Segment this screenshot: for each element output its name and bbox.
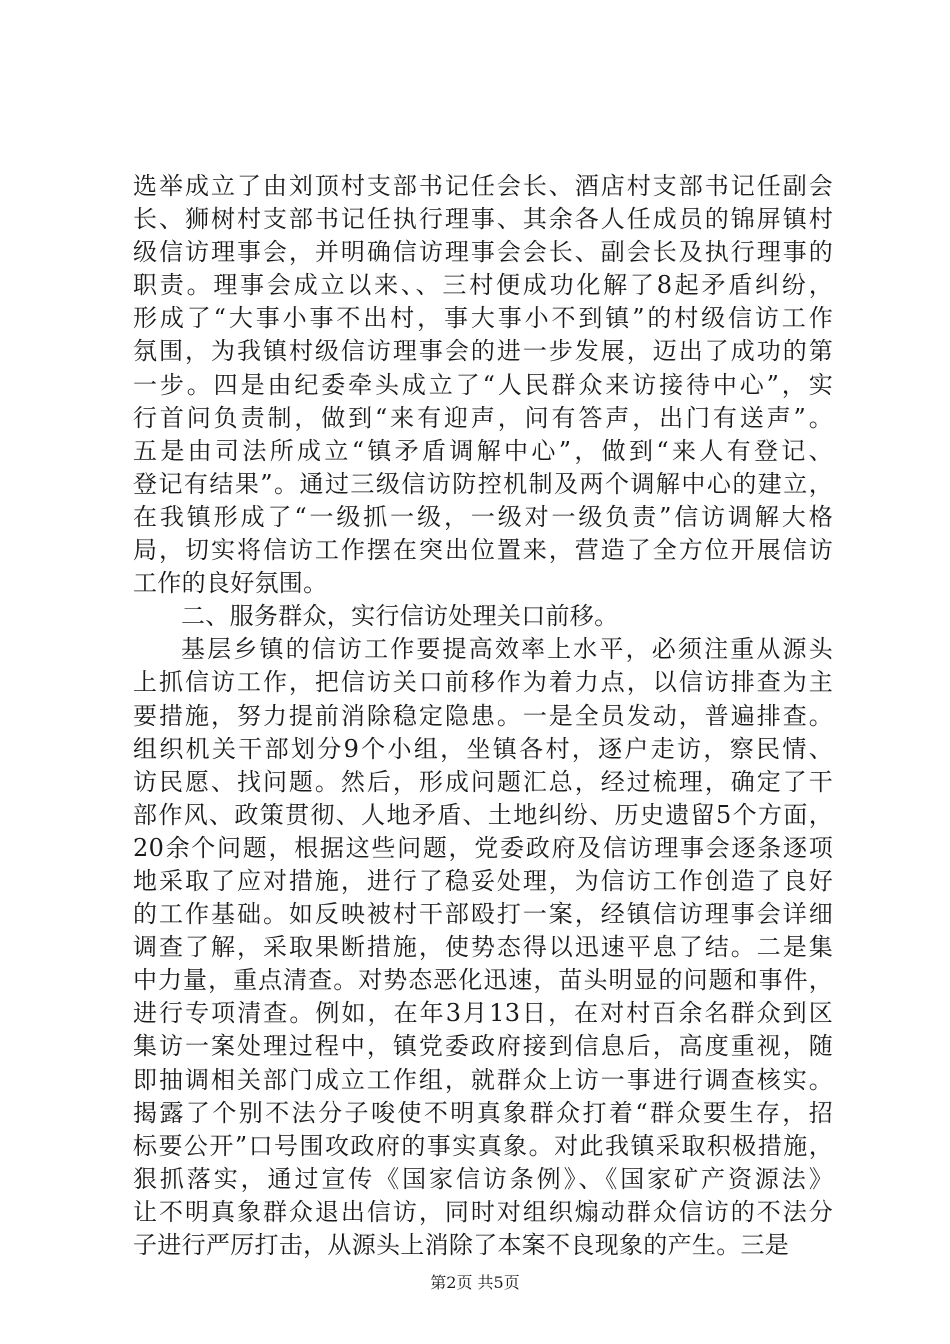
text-line: 氛围，为我镇村级信访理事会的进一步发展，迈出了成功的第 [133, 337, 833, 366]
text-line: 一步。四是由纪委牵头成立了“人民群众来访接待中心”，实 [133, 370, 833, 399]
text-line: 形成了“大事小事不出村，事大事小不到镇”的村级信访工作 [133, 304, 833, 333]
text-line: 要措施，努力提前消除稳定隐患。一是全员发动，普遍排查。 [133, 701, 833, 730]
text-line: 组织机关干部划分9个小组，坐镇各村，逐户走访，察民情、 [133, 734, 833, 763]
text-line: 子进行严厉打击，从源头上消除了本案不良现象的产生。三是 [133, 1231, 790, 1259]
paragraph [133, 600, 833, 633]
text-line: 行首问负责制，做到“来有迎声，问有答声，出门有送声”。 [133, 403, 833, 432]
text-line: 工作的良好氛围。 [133, 569, 328, 598]
text-line: 狠抓落实，通过宣传《国家信访条例》、《国家矿产资源法》 [133, 1164, 833, 1193]
text-line: 级信访理事会，并明确信访理事会会长、副会长及执行理事的 [133, 238, 833, 267]
text-line: 部作风、政策贯彻、人地矛盾、土地纠纷、历史遗留5个方面， [133, 800, 833, 829]
text-line: 20余个问题，根据这些问题，党委政府及信访理事会逐条逐项 [133, 833, 833, 862]
text-line: 集访一案处理过程中，镇党委政府接到信息后，高度重视，随 [133, 1032, 833, 1061]
text-line: 局，切实将信访工作摆在突出位置来，营造了全方位开展信访 [133, 536, 833, 565]
text-line: 中力量，重点清查。对势态恶化迅速，苗头明显的问题和事件， [133, 966, 833, 995]
text-line: 调查了解，采取果断措施，使势态得以迅速平息了结。二是集 [133, 933, 833, 962]
page-footer: 第2页 共5页 [430, 1273, 520, 1292]
text-line: 标要公开”口号围攻政府的事实真象。对此我镇采取积极措施， [133, 1131, 833, 1160]
text-line: 即抽调相关部门成立工作组，就群众上访一事进行调查核实。 [133, 1065, 833, 1094]
text-line: 五是由司法所成立“镇矛盾调解中心”，做到“来人有登记、 [133, 436, 833, 465]
paragraph [133, 170, 833, 600]
paragraph [133, 633, 833, 1262]
text-line: 揭露了个别不法分子唆使不明真象群众打着“群众要生存，招 [133, 1098, 833, 1127]
text-line: 二、服务群众，实行信访处理关口前移。 [181, 602, 619, 631]
text-line: 地采取了应对措施，进行了稳妥处理，为信访工作创造了良好 [133, 866, 833, 895]
text-line: 访民愿、找问题。然后，形成问题汇总，经过梳理，确定了干 [133, 767, 833, 796]
text-line: 长、狮树村支部书记任执行理事、其余各人任成员的锦屏镇村 [133, 205, 833, 234]
text-line: 的工作基础。如反映被村干部殴打一案，经镇信访理事会详细 [133, 900, 833, 929]
text-line: 基层乡镇的信访工作要提高效率上水平，必须注重从源头 [181, 635, 833, 664]
text-line: 上抓信访工作，把信访关口前移作为着力点，以信访排查为主 [133, 668, 833, 697]
text-line: 让不明真象群众退出信访，同时对组织煽动群众信访的不法分 [133, 1197, 833, 1226]
document-body [133, 170, 833, 1262]
text-line: 登记有结果”。通过三级信访防控机制及两个调解中心的建立， [133, 469, 833, 498]
text-line: 职责。理事会成立以来、、三村便成功化解了8起矛盾纠纷， [133, 271, 833, 300]
text-line: 选举成立了由刘顶村支部书记任会长、酒店村支部书记任副会 [133, 172, 833, 200]
text-line: 进行专项清查。例如，在年3月13日，在对村百余名群众到区 [133, 999, 833, 1028]
text-line: 在我镇形成了“一级抓一级，一级对一级负责”信访调解大格 [133, 502, 833, 531]
